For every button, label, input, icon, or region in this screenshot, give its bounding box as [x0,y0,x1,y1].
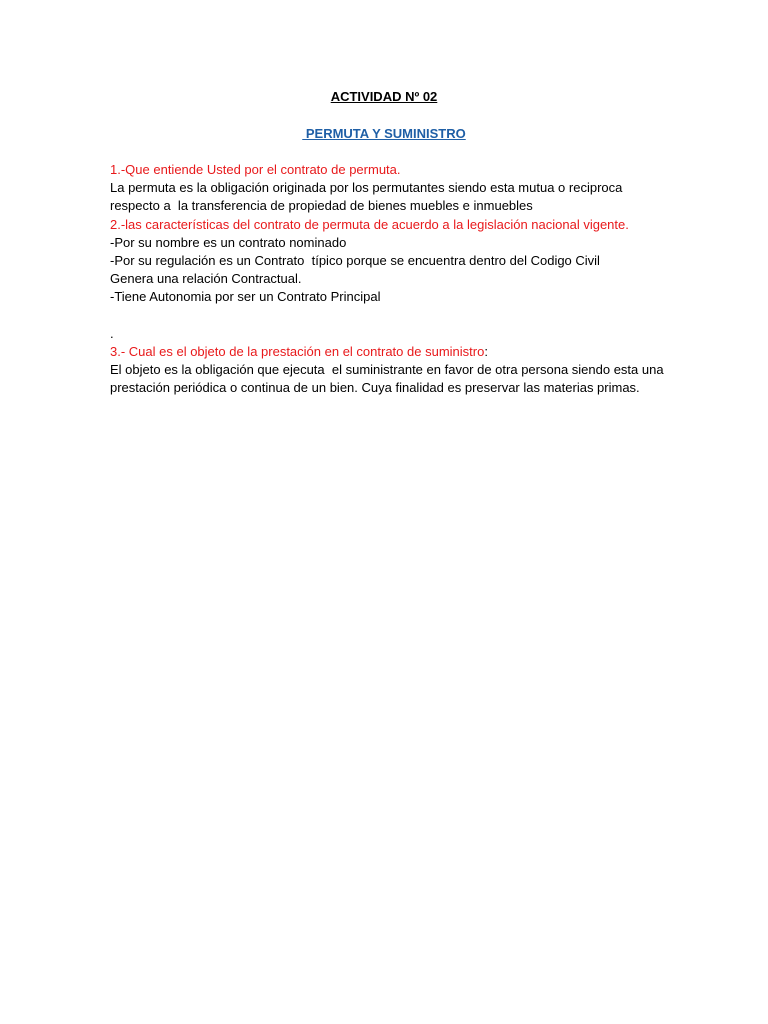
answer-1-line-2: respecto a la transferencia de propiedad de bienes muebles e inmuebles [110,198,533,214]
document-title: ACTIVIDAD Nº 02 [330,89,438,104]
question-3-colon: : [484,343,488,359]
question-3 [110,343,710,361]
question-2: 2.-las características del contrato de permuta de acuerdo a la legislación nacional vigente. [110,216,629,232]
document-subtitle: PERMUTA Y SUMINISTRO [302,126,466,141]
answer-3-line-2: prestación periódica o continua de un bien. Cuya finalidad es preservar las materias primas. [110,380,640,396]
answer-2-line-2: -Por su regulación es un Contrato típico porque se encuentra dentro del Codigo Civil [110,252,600,268]
answer-1-line-1: La permuta es la obligación originada por los permutantes siendo esta mutua o reciproca [110,180,623,196]
answer-3-line-1: El objeto es la obligación que ejecuta el suministrante en favor de otra persona siendo esta una [110,362,664,378]
question-1: 1.-Que entiende Usted por el contrato de permuta. [110,162,401,177]
answer-2-line-1: -Por su nombre es un contrato nominado [110,234,347,250]
document-body [110,161,710,397]
separator-dot: . [110,325,114,341]
answer-2-line-4: -Tiene Autonomia por ser un Contrato Principal [110,289,381,305]
blank-line [110,307,710,325]
question-3-text: 3.- Cual es el objeto de la prestación en el contrato de suministro [110,343,485,359]
answer-2-line-3: Genera una relación Contractual. [110,271,302,287]
